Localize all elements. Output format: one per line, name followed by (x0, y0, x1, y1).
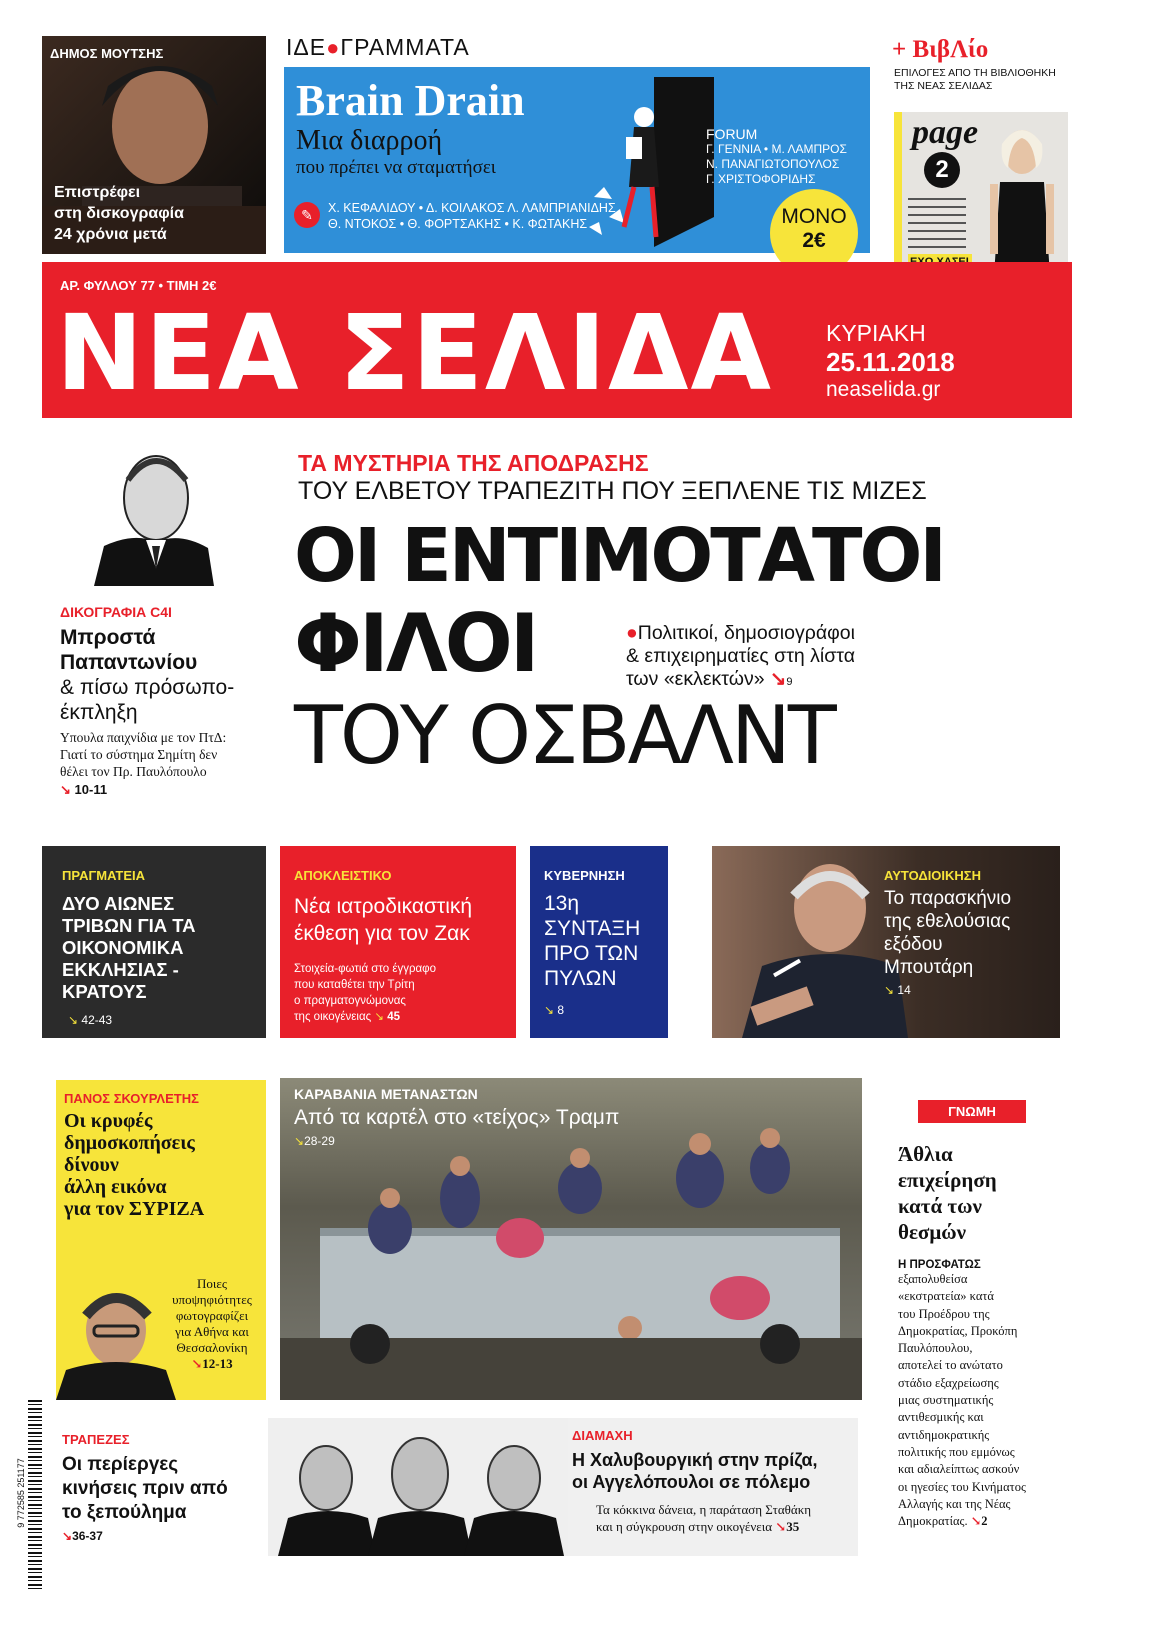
skourletis-body (162, 1276, 262, 1372)
opinion-lead: Η ΠΡΟΣΦΑΤΩΣ (898, 1259, 981, 1271)
teaser-body-line: Στοιχεία-φωτιά στο έγγραφο (294, 963, 437, 975)
skourletis-body-line: Θεσσαλονίκη (176, 1340, 248, 1355)
logo-part: ΓΡΑΜΜΑΤΑ (340, 34, 470, 60)
left-subhead (60, 675, 280, 725)
page-arrow-icon: ↘ (775, 1519, 787, 1534)
skourletis-story[interactable] (56, 1080, 266, 1400)
door-illustration (584, 77, 724, 247)
page-ref: 28-29 (304, 1134, 335, 1148)
opinion-line: οι ηγεσίες του Κινήματος (898, 1479, 1026, 1494)
page-ref: 35 (786, 1519, 800, 1534)
page-arrow-icon: ↘ (68, 1013, 79, 1027)
issue-info: ΑΡ. ΦΥΛΛΟΥ 77 • ΤΙΜΗ 2€ (60, 278, 217, 293)
opinion-line: αντιθεσμικής και (898, 1410, 984, 1425)
teaser-line: ΔΥΟ ΑΙΩΝΕΣ (62, 893, 175, 914)
teaser-line: Νέα ιατροδικαστική (294, 895, 473, 918)
forum-line: Γ. ΧΡΙΣΤΟΦΟΡΙΔΗΣ (706, 172, 816, 186)
opinion-headline-line: επιχείρηση (898, 1168, 997, 1192)
teaser-line: ΠΡΟ ΤΩΝ (544, 942, 639, 965)
diamachi-body-line: και η σύγκρουση στην οικογένεια (596, 1519, 773, 1534)
teaser-line: ΠΥΛΩΝ (544, 967, 617, 990)
lead-headline-3[interactable]: ΤΟΥ ΟΣΒΑΛΝΤ (294, 689, 834, 782)
teaser-headline (544, 891, 668, 991)
opinion-headline-line: κατά των (898, 1194, 982, 1218)
opinion-line: αντιδημοκρατικής (898, 1427, 990, 1442)
opinion-line: Δημοκρατίας, Προκόπη (898, 1323, 1018, 1338)
left-subhead-line: & πίσω πρόσωπο- (60, 676, 235, 699)
teaser-kicker: ΚΥΒΕΡΝΗΣΗ (544, 868, 625, 883)
lead-kicker-2: ΤΟΥ ΕΛΒΕΤΟΥ ΤΡΑΠΕΖΙΤΗ ΠΟΥ ΞΕΠΛΕΝΕ ΤΙΣ ΜΙΖΕΣ (298, 477, 927, 505)
teaser-line: ΕΚΚΛΗΣΙΑΣ - (62, 959, 179, 980)
opinion-label: ΓΝΩΜΗ (918, 1100, 1026, 1123)
authors-icon: ✎ (294, 202, 320, 228)
page-ref: 12-13 (202, 1356, 233, 1371)
opinion-headline-line: Άθλια (898, 1142, 953, 1166)
left-kicker: ΔΙΚΟΓΡΑΦΙΑ C4I (60, 604, 172, 620)
teaser-kicker: ΠΡΑΓΜΑΤΕΙΑ (62, 868, 146, 883)
page-ref[interactable]: 9 (786, 676, 793, 688)
page2-logo (912, 114, 978, 152)
moutsis-line: στη δισκογραφία (54, 205, 184, 222)
diamachi-story[interactable] (268, 1418, 858, 1556)
opinion-line: και αδιαλείπτως ασκούν (898, 1462, 1020, 1477)
forum-label: FORUM (706, 126, 758, 142)
teaser-body-line: που καταθέτει την Τρίτη (294, 979, 415, 991)
left-subhead-line: έκπληξη (60, 701, 138, 724)
boutaris-text (884, 868, 1011, 997)
teaser-body-line: της οικογένειας (294, 1011, 372, 1023)
left-body-line: θέλει τον Πρ. Παυλόπουλο (60, 764, 207, 779)
banks-headline (62, 1453, 262, 1525)
teaser-pageref (68, 1013, 266, 1027)
brain-drain-sub: Μια διαρροή (296, 125, 443, 156)
page-arrow-icon: ↘ (970, 1514, 982, 1529)
website[interactable]: neaselida.gr (826, 378, 941, 401)
teaser-pragmateia[interactable] (42, 846, 266, 1038)
teaser-line: 13η (544, 892, 580, 915)
banks-headline-line: κινήσεις πριν από (62, 1478, 228, 1499)
opinion-line: πολιτικής που εμμόνως (898, 1444, 1015, 1459)
left-story[interactable] (60, 604, 280, 798)
diamachi-headline (572, 1449, 818, 1493)
moutsis-line: 24 χρόνια μετά (54, 226, 167, 243)
page2-number: 2 (924, 152, 960, 188)
diamachi-body (596, 1501, 818, 1535)
lead-bullet-line: των «εκλεκτών» (626, 668, 765, 690)
opinion-column[interactable] (890, 1100, 1060, 1530)
diamachi-body-line: Τα κόκκινα δάνεια, η παράταση Σταθάκη (596, 1502, 812, 1517)
page-arrow-icon: ↘ (884, 983, 895, 997)
teaser-line: εξόδου (884, 934, 943, 955)
page-arrow-icon: ↘ (544, 1003, 555, 1017)
page2-logo-text: page (912, 114, 979, 151)
moutsis-name: ΔΗΜΟΣ ΜΟΥΤΣΗΣ (50, 46, 164, 61)
logo-dot-icon: ● (326, 35, 341, 60)
teaser-pageref (544, 1003, 668, 1017)
angelopoulos-photo (268, 1418, 568, 1556)
teaser-kicker: ΑΥΤΟΔΙΟΙΚΗΣΗ (884, 868, 981, 883)
banks-story[interactable] (62, 1432, 262, 1543)
teaser-line: Το παρασκήνιο (884, 888, 1012, 909)
vivlio-sub-line: ΕΠΙΛΟΓΕΣ ΑΠΟ ΤΗ ΒΙΒΛΙΟΘΗΚΗ (894, 67, 1056, 79)
teaser-line: ΣΥΝΤΑΞΗ (544, 917, 641, 940)
day: ΚΥΡΙΑΚΗ (826, 320, 926, 346)
teaser-headline (884, 887, 1011, 979)
kalogritsas-portrait (84, 436, 214, 586)
teaser-pageref (884, 983, 1011, 997)
forum-line: Γ. ΓΕΝΝΙΑ • Μ. ΛΑΜΠΡΟΣ (706, 142, 847, 156)
caravan-title: Από τα καρτέλ στο «τείχος» Τραμπ (294, 1106, 620, 1129)
forum-block (706, 127, 847, 187)
skourletis-kicker: ΠΑΝΟΣ ΣΚΟΥΡΛΕΤΗΣ (64, 1091, 199, 1106)
skourletis-headline-line: Οι κρυφές (64, 1110, 153, 1132)
opinion-body (898, 1271, 1060, 1530)
dateline (826, 320, 955, 402)
ideogrammata-supplement[interactable] (276, 34, 876, 256)
left-headline-line: Μπροστά (60, 626, 156, 649)
banks-kicker: ΤΡΑΠΕΖΕΣ (62, 1432, 130, 1447)
page-ref: 42-43 (81, 1013, 113, 1027)
page-arrow-icon: ↘ (191, 1356, 203, 1371)
authors (328, 200, 616, 232)
opinion-line: του Προέδρου της (898, 1306, 990, 1321)
price-badge-label: ΜΟΝΟ (781, 205, 847, 228)
newspaper-title: ΝΕΑ ΣΕΛΙΔΑ (56, 292, 774, 414)
opinion-line: αποτελεί το ανώτατο (898, 1358, 1003, 1373)
opinion-line: Δημοκρατίας. (898, 1514, 968, 1529)
brain-drain-sub: που πρέπει να σταματήσει (296, 157, 496, 178)
teaser-line: ΟΙΚΟΝΟΜΙΚΑ (62, 937, 184, 958)
skourletis-body-line: φωτογραφίζει (175, 1308, 249, 1323)
teaser-headline (294, 893, 516, 947)
caravan-kicker: ΚΑΡΑΒΑΝΙΑ ΜΕΤΑΝΑΣΤΩΝ (294, 1086, 478, 1102)
teaser-line: της εθελούσιας (884, 911, 1011, 932)
page-ref: 45 (387, 1011, 400, 1023)
opinion-headline (898, 1141, 1060, 1245)
page-ref: 36-37 (72, 1529, 103, 1543)
portrait-drawing (84, 436, 214, 586)
teaser-headline (62, 893, 266, 1003)
left-pageref[interactable] (60, 782, 280, 798)
page-arrow-icon: ↘ (769, 668, 787, 690)
lead-bullet-line: & επιχειρηματίες στη λίστα (626, 645, 855, 667)
left-body-line: Υπουλα παιχνίδια με τον ΠτΔ: (60, 730, 227, 745)
brain-drain-title: Brain Drain (296, 76, 525, 125)
opinion-line: Αλλαγής και της Νέας (898, 1496, 1011, 1511)
opinion-line: Παυλόπουλου, (898, 1341, 973, 1356)
barcode (6, 1400, 46, 1590)
bullet-dot-icon: ● (626, 622, 638, 644)
page-arrow-icon: ↘ (294, 1134, 305, 1148)
diamachi-headline-line: οι Αγγελόπουλοι σε πόλεμο (572, 1472, 811, 1492)
teaser-body-line: ο πραγματογνώμονας (294, 995, 406, 1007)
banks-headline-line: το ξεπούλημα (62, 1502, 187, 1523)
teaser-kicker: ΑΠΟΚΛΕΙΣΤΙΚΟ (294, 868, 392, 883)
lead-headline-1[interactable]: ΟΙ ΕΝΤΙΜΟΤΑΤΟΙ (294, 513, 944, 599)
price-badge-value: 2€ (802, 229, 826, 252)
logo-part: ΙΔΕ (286, 34, 327, 60)
teaser-zak[interactable] (280, 846, 516, 1038)
skourletis-body-line: Ποιες (197, 1276, 227, 1291)
vivlio-title: + ΒιβΛίο (892, 36, 989, 63)
opinion-line: στάδιο εξαχρείωσης (898, 1375, 999, 1390)
opinion-line: «εκστρατεία» κατά (898, 1289, 994, 1304)
cover-textlines (908, 198, 966, 248)
left-body (60, 729, 280, 780)
page-arrow-icon: ↘ (374, 1011, 384, 1023)
teaser-syntaxi[interactable] (530, 846, 668, 1038)
page-ref: 2 (981, 1514, 988, 1529)
skourletis-headline (64, 1110, 266, 1220)
opinion-headline-line: θεσμών (898, 1220, 966, 1244)
teaser-body (294, 961, 516, 1025)
lead-kicker: ΤΑ ΜΥΣΤΗΡΙΑ ΤΗΣ ΑΠΟΔΡΑΣΗΣ (298, 450, 649, 476)
diamachi-text (572, 1428, 818, 1535)
ideogrammata-logo (286, 34, 470, 61)
barcode-bars (28, 1400, 42, 1590)
skourletis-headline-line: για τον ΣΥΡΙΖΑ (64, 1198, 205, 1220)
page-arrow-icon: ↘ (60, 782, 71, 797)
opinion-line: εξαπολυθείσα (898, 1272, 968, 1286)
lead-bullet-line: Πολιτικοί, δημοσιογράφοι (637, 622, 855, 644)
banks-pageref (62, 1529, 262, 1543)
page-arrow-icon: ↘ (62, 1529, 73, 1543)
moutsis-caption (54, 182, 184, 245)
moutsis-teaser[interactable] (42, 36, 266, 254)
forum-line: Ν. ΠΑΝΑΓΙΩΤΟΠΟΥΛΟΣ (706, 157, 840, 171)
skourletis-headline-line: δημοσκοπήσεις (64, 1132, 195, 1154)
masthead (42, 262, 1072, 418)
teaser-line: ΤΡΙΒΩΝ ΓΙΑ ΤΑ (62, 915, 196, 936)
caravan-pageref (294, 1134, 335, 1148)
teaser-boutaris[interactable] (712, 846, 1060, 1038)
left-body-line: Γιατί το σύστημα Σημίτη δεν (60, 747, 218, 762)
skourletis-headline-line: δίνουν (64, 1154, 119, 1176)
lead-bullets (626, 622, 855, 694)
skourletis-body-line: για Αθήνα και (175, 1324, 249, 1339)
lead-headline-2[interactable]: ΦΙΛΟΙ (294, 597, 537, 690)
barcode-number: 9 772585 251177 (16, 1458, 26, 1528)
date: 25.11.2018 (826, 347, 955, 377)
teaser-line: ΚΡΑΤΟΥΣ (62, 981, 147, 1002)
page-ref: 10-11 (74, 782, 108, 797)
left-headline (60, 625, 280, 675)
page-ref: 14 (897, 983, 911, 997)
diamachi-kicker: ΔΙΑΜΑΧΗ (572, 1428, 633, 1443)
left-headline-line: Παπαντωνίου (60, 651, 198, 674)
vivlio-sub (894, 67, 1070, 93)
skourletis-body-line: υποψηφιότητες (172, 1292, 252, 1307)
moutsis-line: Επιστρέφει (54, 184, 141, 201)
page-ref: 8 (557, 1003, 565, 1017)
ideogrammata-panel (284, 67, 870, 253)
opinion-line: μιας συστηματικής (898, 1393, 994, 1408)
authors-line: Θ. ΝΤΟΚΟΣ • Θ. ΦΟΡΤΣΑΚΗΣ • Κ. ΦΩΤΑΚΗΣ (328, 217, 588, 231)
skourletis-headline-line: άλλη εικόνα (64, 1176, 167, 1198)
vivlio-sub-line: ΤΗΣ ΝΕΑΣ ΣΕΛΙΔΑΣ (894, 80, 993, 92)
diamachi-headline-line: Η Χαλυβουργική στην πρίζα, (572, 1450, 818, 1470)
teaser-line: Μπουτάρη (884, 957, 974, 978)
banks-headline-line: Οι περίεργες (62, 1454, 179, 1475)
authors-line: Χ. ΚΕΦΑΛΙΔΟΥ • Δ. ΚΟΙΛΑΚΟΣ Λ. ΛΑΜΠΡΙΑΝΙΔΗΣ (328, 201, 616, 215)
skourletis-pageref (162, 1356, 262, 1372)
caravan-story[interactable] (280, 1078, 862, 1400)
teaser-line: έκθεση για τον Ζακ (294, 922, 470, 945)
